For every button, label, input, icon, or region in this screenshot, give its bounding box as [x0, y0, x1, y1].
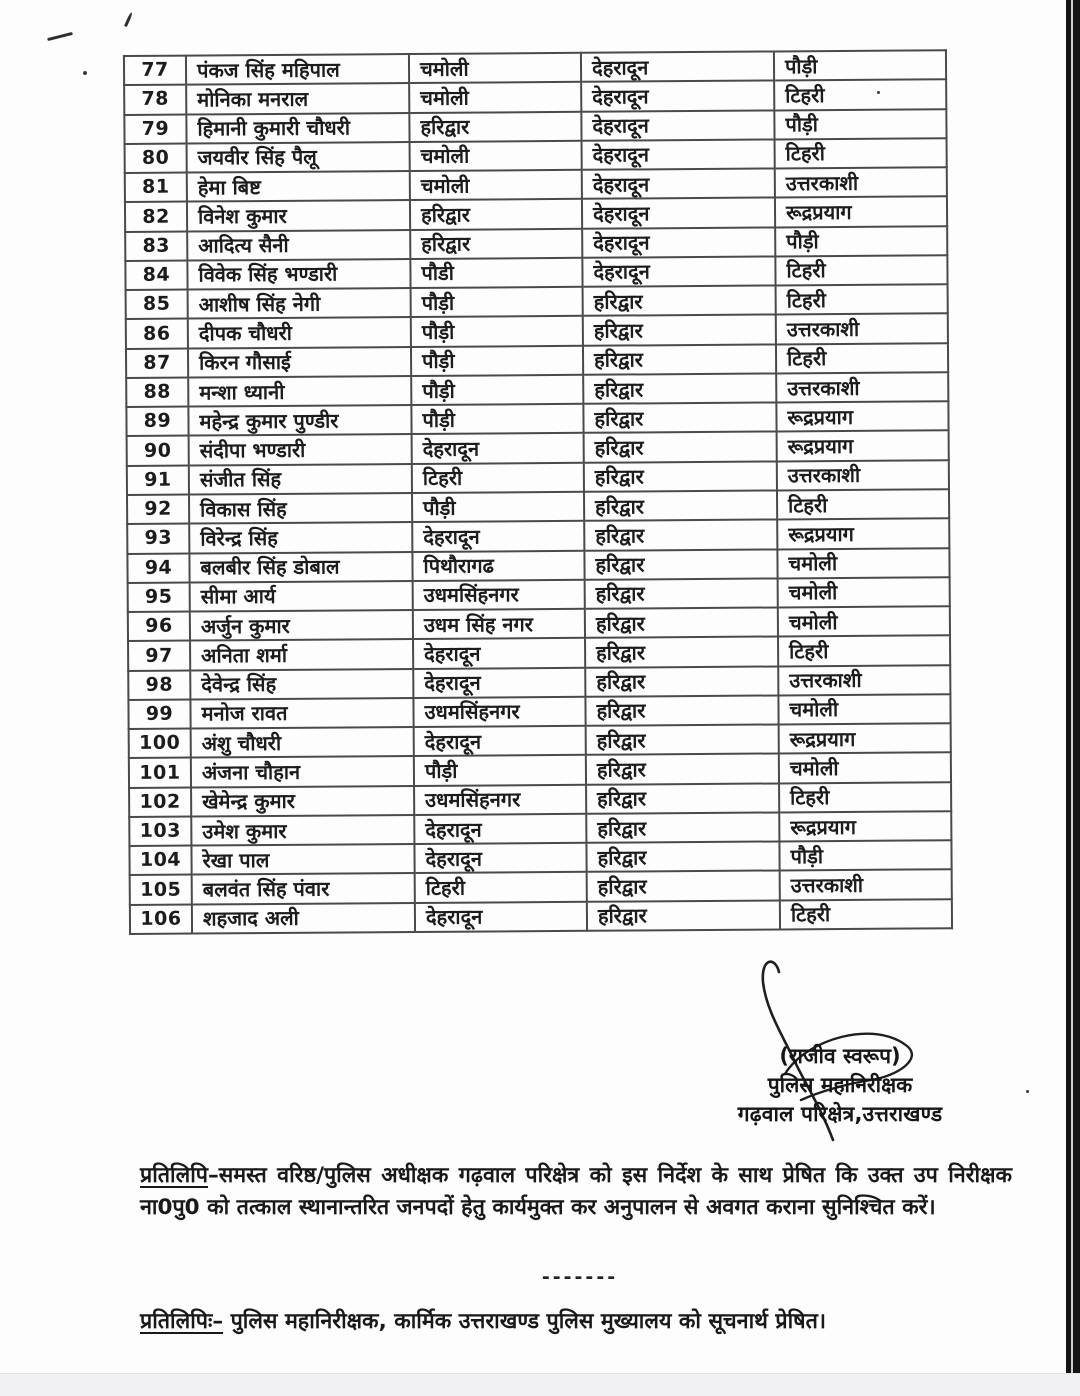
copy-note-1-label: प्रतिलिपि [140, 1163, 208, 1188]
cell-district-3: उत्तरकाशी [780, 870, 952, 900]
cell-serial: 85 [126, 290, 188, 320]
cell-name: अनिता शर्मा [190, 639, 413, 670]
cell-district-1: देहरादून [414, 843, 586, 873]
cell-name: किरन गौसाई [188, 347, 411, 378]
cell-district-1: पौड़ी [414, 755, 586, 785]
cell-district-3: रूद्रप्रयाग [777, 431, 949, 461]
cell-district-3: चमोली [778, 606, 950, 636]
cell-district-2: हरिद्वार [583, 344, 776, 375]
cell-district-3: चमोली [779, 753, 951, 783]
cell-name: मन्शा ध्यानी [188, 376, 411, 407]
cell-district-1: टिहरी [412, 463, 584, 493]
cell-name: अंजना चौहान [191, 756, 414, 787]
copy-note-2-text: पुलिस महानिरीक्षक, कार्मिक उत्तराखण्ड पुलिस मुख्यालय को सूचनार्थ प्रेषित। [223, 1309, 827, 1334]
cell-district-1: देहरादून [412, 521, 584, 551]
cell-district-3: रूद्रप्रयाग [776, 401, 948, 431]
transfer-table-body [124, 50, 952, 934]
cell-name: सीमा आर्य [190, 581, 413, 612]
cell-district-3: टिहरी [778, 636, 950, 666]
scan-speck [1026, 1090, 1029, 1093]
cell-serial: 79 [124, 114, 186, 144]
cell-district-2: हरिद्वार [584, 461, 777, 492]
cell-district-1: देहरादून [413, 667, 585, 697]
cell-serial: 95 [128, 582, 190, 612]
cell-district-3: पौड़ी [774, 50, 946, 80]
cell-serial: 88 [126, 377, 188, 407]
cell-district-2: हरिद्वार [587, 900, 780, 931]
cell-serial: 105 [130, 875, 192, 905]
cell-district-3: चमोली [778, 694, 950, 724]
cell-district-2: देहरादून [581, 51, 774, 82]
cell-district-3: टिहरी [777, 489, 949, 519]
cell-serial: 77 [124, 56, 186, 86]
cell-district-3: टिहरी [775, 255, 947, 285]
cell-district-2: हरिद्वार [585, 607, 778, 638]
cell-district-1: पौडी [410, 258, 582, 288]
signatory-name: (राजीव स्वरूप) [779, 1044, 901, 1068]
cell-serial: 93 [127, 524, 189, 554]
signatory-office: गढ़वाल परिक्षेत्र,उत्तराखण्ड [737, 1102, 943, 1126]
cell-name: विवेक सिंह भण्डारी [187, 259, 410, 290]
cell-district-1: उधम सिंह नगर [413, 609, 585, 639]
cell-district-1: उधमसिंहनगर [414, 784, 586, 814]
cell-district-1: देहरादून [414, 726, 586, 756]
cell-district-2: हरिद्वार [584, 549, 777, 580]
cell-district-2: हरिद्वार [586, 783, 779, 814]
cell-district-1: उधमसिंहनगर [413, 697, 585, 727]
cell-district-3: रूद्रप्रयाग [775, 197, 947, 227]
cell-district-2: हरिद्वार [583, 315, 776, 346]
cell-serial: 92 [127, 495, 189, 525]
cell-district-1: देहरादून [413, 638, 585, 668]
cell-district-2: हरिद्वार [585, 666, 778, 697]
cell-name: संजीत सिंह [189, 464, 412, 495]
cell-name: पंकज सिंह महिपाल [186, 54, 409, 85]
copy-note-2 [140, 1306, 1012, 1338]
cell-district-3: उत्तरकाशी [776, 372, 948, 402]
cell-district-1: पौड़ी [411, 404, 583, 434]
cell-name: विकास सिंह [189, 493, 412, 524]
cell-district-3: पौड़ी [779, 840, 951, 870]
cell-district-1: चमोली [409, 82, 581, 112]
cell-district-1: चमोली [409, 53, 581, 83]
dash-divider: ------- [541, 1266, 619, 1288]
scan-mark [124, 12, 133, 27]
scan-page-edge [1066, 0, 1080, 1375]
cell-district-2: हरिद्वार [586, 754, 779, 785]
cell-serial: 100 [129, 729, 191, 759]
scan-mark [47, 32, 73, 41]
cell-district-3: टिहरी [779, 782, 951, 812]
cell-name: मोनिका मनराल [186, 83, 409, 114]
cell-district-2: देहरादून [581, 110, 774, 141]
cell-serial: 97 [128, 641, 190, 671]
cell-serial: 98 [128, 670, 190, 700]
cell-serial: 96 [128, 612, 190, 642]
cell-district-3: पौड़ी [775, 226, 947, 256]
cell-district-3: उत्तरकाशी [776, 314, 948, 344]
cell-district-1: हरिद्वार [409, 111, 581, 141]
scan-page-edge-highlight [1071, 0, 1073, 1375]
cell-serial: 82 [125, 202, 187, 232]
cell-district-3: रूद्रप्रयाग [777, 519, 949, 549]
cell-district-3: उत्तरकाशी [778, 665, 950, 695]
transfer-table [123, 49, 953, 935]
cell-serial: 89 [126, 407, 188, 437]
scan-bottom-band [0, 1373, 1080, 1396]
cell-district-2: देहरादून [582, 227, 775, 258]
cell-district-1: चमोली [410, 141, 582, 171]
cell-district-1: पौड़ी [411, 316, 583, 346]
cell-serial: 81 [125, 173, 187, 203]
cell-district-1: पिथौरागढ [412, 550, 584, 580]
copy-note-1 [140, 1160, 1012, 1223]
cell-district-2: देहरादून [581, 81, 774, 112]
cell-district-1: पौड़ी [412, 492, 584, 522]
cell-serial: 86 [126, 319, 188, 349]
cell-district-2: हरिद्वार [586, 812, 779, 843]
scan-speck [83, 71, 87, 75]
cell-serial: 102 [129, 787, 191, 817]
copy-note-2-label: प्रतिलिपिः– [140, 1309, 224, 1334]
cell-district-3: चमोली [778, 577, 950, 607]
cell-serial: 99 [128, 699, 190, 729]
cell-district-2: हरिद्वार [586, 842, 779, 873]
cell-district-2: हरिद्वार [587, 871, 780, 902]
cell-district-3: टिहरी [775, 138, 947, 168]
cell-name: हिमानी कुमारी चौधरी [186, 113, 409, 144]
cell-district-2: हरिद्वार [585, 695, 778, 726]
cell-serial: 91 [127, 465, 189, 495]
cell-serial: 94 [127, 553, 189, 583]
cell-district-2: हरिद्वार [584, 520, 777, 551]
cell-district-1: उधमसिंहनगर [413, 580, 585, 610]
cell-district-1: पौड़ी [411, 287, 583, 317]
cell-serial: 84 [125, 260, 187, 290]
cell-district-2: हरिद्वार [583, 403, 776, 434]
cell-district-2: हरिद्वार [586, 725, 779, 756]
transfer-table-wrap [123, 49, 951, 935]
cell-district-3: पौड़ी [774, 109, 946, 139]
cell-district-2: हरिद्वार [583, 286, 776, 317]
cell-district-2: हरिद्वार [585, 637, 778, 668]
cell-district-1: देहरादून [415, 901, 587, 931]
cell-name: जयवीर सिंह पैलू [187, 142, 410, 173]
signature-block [690, 1042, 990, 1129]
cell-district-3: रूद्रप्रयाग [779, 811, 951, 841]
cell-serial: 83 [125, 231, 187, 261]
cell-serial: 106 [130, 904, 192, 934]
cell-district-3: टिहरी [774, 80, 946, 110]
table-row [130, 899, 952, 934]
cell-district-1: देहरादून [414, 814, 586, 844]
cell-district-3: रूद्रप्रयाग [779, 723, 951, 753]
cell-serial: 103 [129, 816, 191, 846]
cell-district-2: देहरादून [582, 169, 775, 200]
cell-district-3: टिहरी [776, 284, 948, 314]
cell-district-3: उत्तरकाशी [777, 460, 949, 490]
cell-district-2: देहरादून [582, 256, 775, 287]
cell-name: मनोज रावत [190, 698, 413, 729]
cell-name: अर्जुन कुमार [190, 610, 413, 641]
cell-district-3: चमोली [777, 548, 949, 578]
cell-district-3: टिहरी [780, 899, 952, 929]
cell-name: आशीष सिंह नेगी [188, 288, 411, 319]
cell-name: संदीपा भण्डारी [189, 434, 412, 465]
cell-district-2: देहरादून [582, 198, 775, 229]
cell-name: बलवंत सिंह पंवार [192, 873, 415, 904]
cell-district-1: पौड़ी [411, 345, 583, 375]
cell-name: शहजाद अली [192, 903, 415, 934]
cell-district-3: टिहरी [776, 343, 948, 373]
cell-district-1: पौड़ी [411, 375, 583, 405]
cell-name: हेमा बिष्ट [187, 171, 410, 202]
cell-name: अंशु चौधरी [191, 727, 414, 758]
cell-name: दीपक चौधरी [188, 317, 411, 348]
cell-district-2: हरिद्वार [584, 432, 777, 463]
cell-name: उमेश कुमार [191, 815, 414, 846]
cell-name: खेमेन्द्र कुमार [191, 786, 414, 817]
cell-name: विरेन्द्र सिंह [189, 522, 412, 553]
cell-name: देवेन्द्र सिंह [190, 669, 413, 700]
cell-serial: 101 [129, 758, 191, 788]
cell-district-1: हरिद्वार [410, 228, 582, 258]
cell-district-1: चमोली [410, 170, 582, 200]
cell-district-2: देहरादून [582, 139, 775, 170]
cell-serial: 78 [124, 85, 186, 115]
signatory-title: पुलिस महानिरीक्षक [767, 1073, 913, 1097]
cell-name: बलबीर सिंह डोबाल [189, 552, 412, 583]
cell-district-1: हरिद्वार [410, 199, 582, 229]
cell-district-1: देहरादून [412, 433, 584, 463]
cell-name: आदित्य सैनी [187, 230, 410, 261]
cell-district-2: हरिद्वार [585, 578, 778, 609]
cell-district-2: हरिद्वार [583, 373, 776, 404]
cell-serial: 87 [126, 348, 188, 378]
copy-note-1-text: –समस्त वरिष्ठ/पुलिस अधीक्षक गढ़वाल परिक्षेत्र को इस निर्देश के साथ प्रेषित कि उक्त उप निरीक्षक ना0पु0 को तत्काल स्थानान्तरित जनपदों हेतु कार्यमुक्त कर अनुपालन से अवगत कराना सुनिश्चित करें। [140, 1163, 1012, 1220]
cell-serial: 104 [129, 846, 191, 876]
cell-district-2: हरिद्वार [584, 490, 777, 521]
cell-district-3: उत्तरकाशी [775, 167, 947, 197]
cell-serial: 90 [127, 436, 189, 466]
cell-serial: 80 [125, 143, 187, 173]
cell-name: महेन्द्र कुमार पुण्डीर [188, 405, 411, 436]
cell-name: रेखा पाल [191, 844, 414, 875]
cell-district-1: टिहरी [415, 872, 587, 902]
cell-name: विनेश कुमार [187, 200, 410, 231]
